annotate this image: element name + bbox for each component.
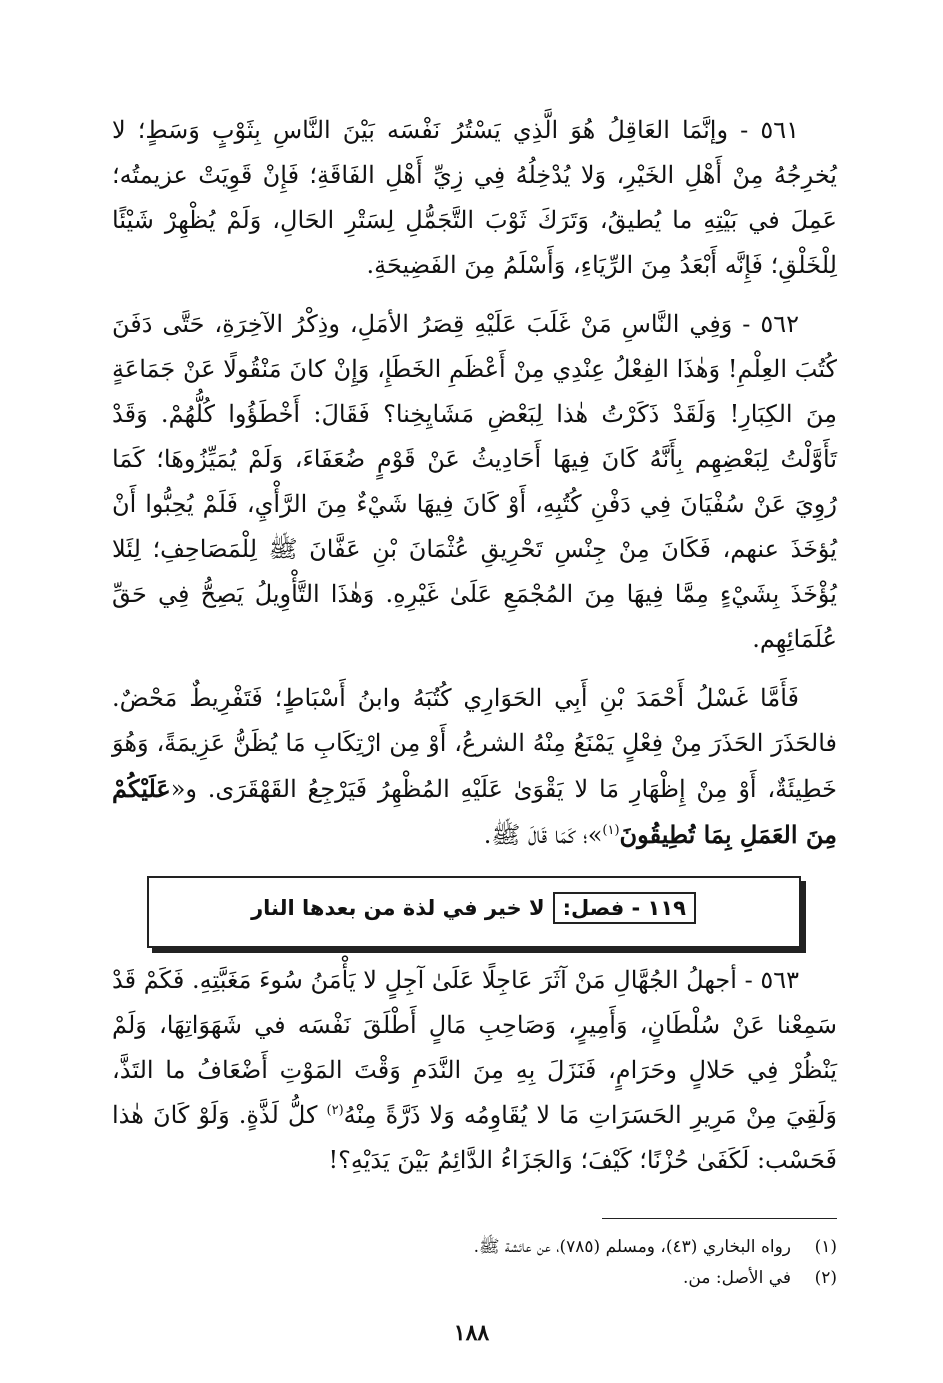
- section-heading-box: [147, 876, 801, 948]
- footnote-text: رواه البخاري (٤٣)، ومسلم (٧٨٥)، عن عائشة ﷺ.: [473, 1237, 791, 1257]
- paragraph-561: [112, 108, 837, 288]
- page-body: [112, 108, 837, 872]
- hadith-quote: عَلَيْكُمْ مِنَ العَمَلِ بِمَا تُطِيقُونَ: [112, 774, 837, 849]
- section-heading: [247, 892, 696, 924]
- page-number: ١٨٨: [453, 1320, 490, 1346]
- paragraph-number: ٥٦٢ -: [742, 310, 799, 338]
- paragraph-text: وَفِي النَّاسِ مَنْ غَلَبَ عَلَيْهِ قِصَرُ الأمَلِ، وذِكْرُ الآخِرَةِ، حَتَّى دَفَنَ كُتُبَ العِلْمِ! وَهٰذَا الفِعْلُ عِنْدِي مِنْ أَعْظَمِ الخَطَإِ، وَإِنْ كانَ مَنْقُولًا عَنْ جَمَاعَةٍ مِنَ الكِبَارِ! وَلَقَدْ ذَكَرْتُ هٰذا لِبَعْضِ مَشَايِخِنا؟ فَقَالَ: أَخْطَؤُوا كُلُّهُمْ. وَقَدْ تَأَوَّلْتُ لِبَعْضِهِم بِأَنَّهُ كَانَ فِيهَا أَحَادِيثُ عَنْ قَوْمٍ ضُعَفَاءَ، وَلَمْ يُمَيِّزُوهَا؛ كَمَا رُوِيَ عَنْ سُفْيَانَ فِي دَفْنِ كُتُبِهِ، أَوْ كَانَ فِيهَا شَيْءٌ مِنَ الرَّأْيِ، فَلَمْ يُحِبُّوا أَنْ يُؤخَذَ عنهم، فَكَانَ مِنْ جِنْسِ تَحْرِيقِ عُثْمَانَ بْنِ عَفَّانَ ﷺ لِلْمَصَاحِفِ؛ لِئَلا يُؤْخَذَ بِشَيْءٍ مِمَّا فِيهَا مِنَ المُجْمَعِ عَلَىٰ غَيْرِهِ. وَهٰذَا التَّأْوِيلُ يَصِحُّ فِي حَقِّ عُلَمَائِهِم.: [112, 310, 837, 653]
- footnote-mark: (٢): [814, 1268, 837, 1288]
- continuation-text: فَأَمَّا غَسْلُ أَحْمَدَ بْنِ أَبِي الحَوَارِي كُتُبَهُ وابنُ أَسْبَاطٍ؛ فَتَفْرِيطٌ مَحْضٌ. فالحَذَرَ الحَذَرَ مِنْ فِعْلٍ يَمْنَعُ مِنْهُ الشرعُ، أَوْ مِن ارْتِكَابِ مَا يُظَنُّ عَزِيمَةً، وَهُوَ خَطِيئَةٌ، أَوْ مِنْ إِظْهَارِ مَا لا يَقْوَىٰ عَلَيْهِ المُظْهِرُ فَيَرْجِعُ القَهْقَرَى. و«: [112, 684, 838, 803]
- paragraph-562: [112, 302, 837, 662]
- footnote-divider: [602, 1218, 837, 1219]
- paragraph-number: ٥٦٣ -: [744, 966, 799, 994]
- footnote-ref: (١): [602, 823, 620, 838]
- paragraph-continuation: [112, 676, 837, 858]
- paragraph-text: أجهلُ الجُهَّالِ مَنْ آثَرَ عَاجِلًا عَلَىٰ آجِلٍ لا يَأْمَنُ سُوءَ مَغَبَّتِهِ. فَكَمْ قَدْ سَمِعْنا عَنْ سُلْطَانٍ، وَأَمِيرٍ، وَصَاحِبِ مَالٍ أَطْلَقَ نَفْسَه في شَهَوَاتِهَا، وَلَمْ يَنْظُرْ فِي حَلالٍ وحَرَامٍ، فَنَزَلَ بِهِ مِنَ النَّدَمِ وَقْتَ المَوْتِ أَضْعَافُ ما التَذَّ، وَلَقِيَ مِنْ مَرِيرِ الحَسَرَاتِ مَا لا يُقَاوِمُه وَلا ذَرَّةً مِنْهُ: [112, 966, 837, 1129]
- section-number: ١١٩ - فصل:: [553, 892, 696, 924]
- footnote-item: [112, 1232, 837, 1263]
- footnotes: [112, 1232, 837, 1294]
- section-title: لا خير في لذة من بعدها النار: [251, 896, 545, 920]
- paragraph-number: ٥٦١ -: [740, 116, 799, 144]
- paragraph-563: [112, 958, 837, 1183]
- footnote-mark: (١): [814, 1237, 837, 1257]
- page-body-2: [112, 958, 837, 1197]
- paragraph-text: وإنَّمَا العَاقِلُ هُوَ الَّذِي يَسْتُرُ نَفْسَه بَيْنَ النَّاسِ بِثَوْبٍ وَسَطٍ؛ لا يُخرِجُهُ مِنْ أَهْلِ الخَيْرِ، وَلا يُدْخِلُهُ فِي زِيِّ أَهْلِ الفَاقَةِ؛ فَإِنْ قَوِيَتْ عزيمتُه؛ عَمِلَ في بَيْتِهِ ما يُطيقُ، وَتَرَكَ ثَوْبَ التَّجَمُّلِ لِسَتْرِ الحَالِ، وَلَمْ يُظْهِرْ شَيْئًا لِلْخَلْقِ؛ فَإِنَّه أَبْعَدُ مِنَ الرِّيَاءِ، وَأَسْلَمُ مِنَ الفَضِيحَةِ.: [112, 116, 837, 279]
- paragraph-text-end: كلُّ لَذَّةٍ. وَلَوْ كَانَ هٰذا فَحَسْب: لَكَفَىٰ حُزْنًا؛ كَيْفَ؛ وَالجَزَاءُ الدَّائِمُ بَيْنَ يَدَيْهِ؟!: [112, 1101, 837, 1174]
- footnote-text: في الأصل: من.: [682, 1268, 791, 1288]
- footnote-item: [112, 1263, 837, 1294]
- continuation-text-end: »؛ كَمَا قَالَ ﷺ.: [483, 821, 603, 849]
- footnote-ref: (٢): [326, 1103, 344, 1118]
